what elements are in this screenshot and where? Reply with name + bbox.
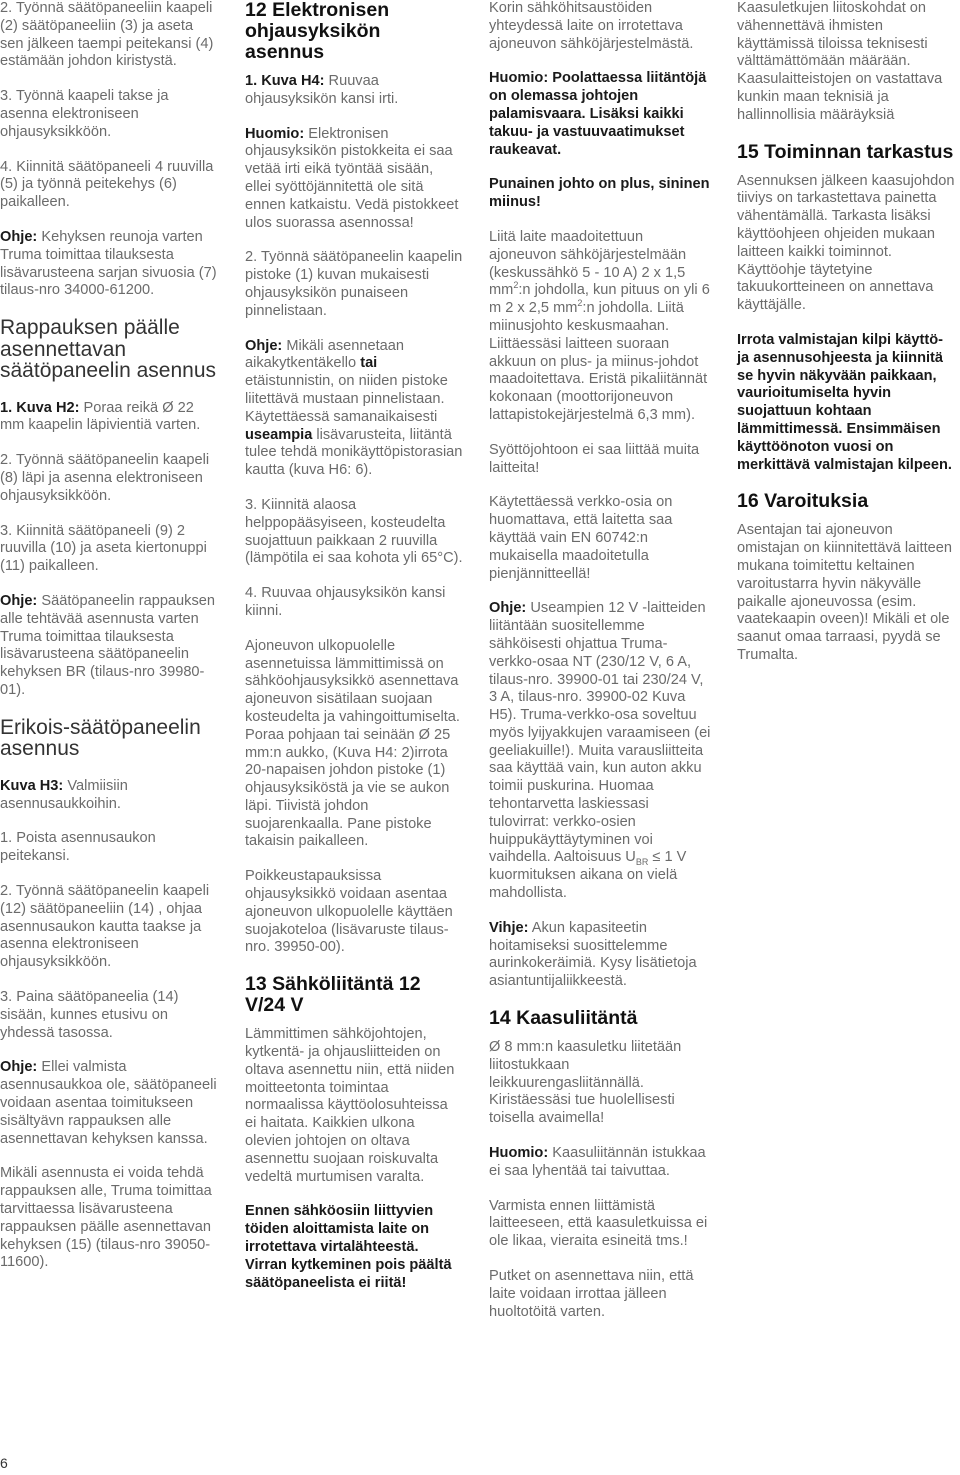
- note-text: Mikäli asennetaan aikakytkentäkello: [245, 337, 404, 372]
- paragraph: 2. Työnnä säätöpaneelin kaapeli (8) läpi ja asenna elektroniseen ohjausyksikköön.: [0, 452, 210, 504]
- paragraph: [489, 229, 711, 425]
- tip-paragraph: [489, 920, 711, 991]
- note-label: Ohje:: [489, 600, 527, 617]
- note-text: Säätöpaneelin rappauksen alle tehtävää asennusta varten Truma toimittaa tilauksesta lisävarusteena säätöpaneelin kehyksen BR (tilaus-nro 39980-01).: [0, 593, 215, 699]
- step-paragraph: [245, 73, 463, 109]
- text: Liitä laite maadoitettuun ajoneuvon sähköjärjestelmään (keskussähkö 5 - 10 A) 2 x 1,5 mm: [489, 228, 687, 299]
- step-paragraph: [0, 778, 220, 814]
- paragraph: Putket on asennettava niin, että laite voidaan irrottaa jälleen huoltotöitä varten.: [489, 1268, 694, 1320]
- warning-paragraph: [489, 1145, 711, 1181]
- note-text: ≤ 1 V kuormituksen aikana on vielä mahdollista.: [489, 849, 687, 902]
- section-heading-13: 13 Sähköliitäntä 12 V/24 V: [245, 973, 421, 1017]
- paragraph: 3. Kiinnitä säätöpaneeli (9) 2 ruuvilla (10) ja aseta kiertonuppi (11) paikalleen.: [0, 522, 207, 575]
- warning-text: Kaasuliitännän istukkaa ei saa lyhentää tai taivuttaa.: [489, 1145, 706, 1179]
- step-text: Poraa reikä Ø 22 mm kaapelin läpivientiä varten.: [0, 399, 201, 434]
- text: :n johdolla, kun pituus on yli 6 m 2 x 2,5 mm: [489, 282, 710, 317]
- paragraph: Asennuksen jälkeen kaasujohdon tiiviys on tarkastettava painetta vähentämällä. Tarkasta lisäksi käyttöohjeen ohjeiden mukaan laitteen kaikki toiminnot. Käyttöohje täytetyine takuukortteineen on annettava käyttäjälle.: [737, 172, 955, 314]
- emphasis: tai: [360, 355, 378, 372]
- text: :n johdolla. Liitä miinusjohto keskusmaahan. Liittäessäsi laitteen suoraan akkuun on plus- ja miinus-johdot maadoitettava. Eristä pikaliitännät kokonaan (moottorijoneuvon lattapistokejärjestelmä 6,3 mm).: [489, 300, 708, 423]
- figure-ref: Kuva H3:: [0, 777, 64, 794]
- paragraph: Ø 8 mm:n kaasuletku liitetään liitostukkaan leikkuurengasliitännällä. Kiristäessäsi tue huolellisesti toisella avaimella!: [489, 1039, 682, 1127]
- column-2: [245, 0, 463, 1309]
- paragraph: 2. Työnnä säätöpaneelin kaapeli (12) säätöpaneeliin (14) , ohjaa asennusaukon kautta taakse ja asenna elektroniseen ohjausyksikköön.: [0, 883, 210, 971]
- warning-label: Huomio:: [245, 125, 305, 142]
- section-heading-16: 16 Varoituksia: [737, 490, 869, 513]
- column-1: [0, 0, 220, 1289]
- instruction-bold-paragraph: Irrota valmistajan kilpi käyttö- ja asennusohjeesta ja kiinnitä se hyvin näkyvään paikkaan, vaurioitumiselta hyvin suojattuun kohtaan lämmittimessä. Ensimmäisen käyttöönoton vuosi on merkittävä valmistajan kilpeen.: [737, 331, 952, 473]
- subscript: BR: [635, 857, 649, 868]
- paragraph: Käytettäessä verkko-osia on huomattava, että laitetta saa käyttää vain EN 60742:n mukaisella maadoitetulla pienjännitteellä!: [489, 494, 673, 582]
- section-heading-14: 14 Kaasuliitäntä: [489, 1007, 638, 1030]
- paragraph: 3. Työnnä kaapeli takse ja asenna elektroniseen ohjausyksikköön.: [0, 88, 169, 140]
- paragraph: 4. Kiinnitä säätöpaneeli 4 ruuvilla (5) ja työnnä peitekehys (6) paikalleen.: [0, 158, 214, 211]
- section-heading-12: 12 Elektronisen ohjausyksikön asennus: [245, 0, 390, 63]
- emphasis: useampia: [245, 426, 313, 443]
- superscript: 2: [513, 280, 519, 291]
- paragraph: 4. Ruuvaa ohjausyksikön kansi kiinni.: [245, 585, 446, 619]
- warning-text: Elektronisen ohjausyksikön pistokkeita ei saa vetää irti eikä työntää sisään, ellei syöttöjännitettä ole sitä ennen katkaistu. Vedä pistokkeet ulos suorassa asennossa!: [245, 125, 459, 231]
- paragraph: 2. Työnnä säätöpaneelin kaapelin pistoke (1) kuvan mukaisesti ohjausyksikön punaiseen pinnelistaan.: [245, 249, 463, 319]
- paragraph: Syöttöjohtoon ei saa liittää muita laitteita!: [489, 441, 700, 476]
- warning-paragraph: [245, 126, 463, 233]
- paragraph: Korin sähköhitsaustöiden yhteydessä laite on irrotettava ajoneuvon sähköjärjestelmästä.: [489, 0, 694, 52]
- paragraph: Kaasuletkujen liitoskohdat on vähennettävä ihmisten käyttämissä tiloissa teknisesti välttämättömään määrään. Kaasulaitteistojen on vastattava kunkin maan teknisiä ja hallinnollisia määräyksiä: [737, 0, 943, 123]
- step-text: Valmiisiin asennusaukkoihin.: [0, 777, 128, 812]
- note-paragraph: [0, 229, 220, 300]
- paragraph: Ajoneuvon ulkopuolelle asennetuissa lämmittimissä on sähköohjausyksikkö asennettava ajoneuvon sisätilaan suojaan kosteudelta ja vahingoittumiselta. Poraa pohjaan tai seinään Ø 25 mm:n aukko, (Kuva H4: 2)irrota 20-napaisen johdon pistoke (1) ohjausyksiköstä ja vie se aukon läpi. Tiivistä johdon suojarenkaalla. Pane pistoke takaisin paikalleen.: [245, 637, 460, 850]
- tip-label: Vihje:: [489, 919, 529, 936]
- paragraph: Lämmittimen sähköjohtojen, kytkentä- ja ohjausliitteiden on oltava asennettu niin, että niiden moitteetonta toimintaa normaalissa käyttöolosuhteissa ei haitata. Kaikkien ulkona olevien johtojen on oltava asennettu suojaan roiskuvalta vedeltä murtumisen varalta.: [245, 1026, 455, 1185]
- paragraph: Poikkeustapauksissa ohjausyksikkö voidaan asentaa ajoneuvon ulkopuolelle käyttäen suojakoteloa (lisävaruste tilaus-nro. 39950-00).: [245, 868, 453, 956]
- page-number: 6: [0, 1455, 8, 1471]
- step-paragraph: [0, 400, 220, 436]
- note-text: lisävarusteita, liitäntä tulee tehdä monikäyttöpistorasian kautta (kuva H6: 6).: [245, 426, 463, 479]
- note-text: etäistunnistin, on niiden pistoke liitettävä mustaan pinnelistaan. Käytettäessä samanaikaisesti: [245, 373, 448, 425]
- figure-ref: 1. Kuva H4:: [245, 73, 325, 89]
- note-paragraph: [245, 338, 463, 480]
- column-3: [489, 0, 711, 1338]
- warning-bold-paragraph: Ennen sähköosiin liittyvien töiden aloittamista laite on irrotettava virtalähteestä. Virran kytkeminen pois päältä säätöpaneelista ei riitä!: [245, 1203, 452, 1291]
- warning-bold-paragraph: Punainen johto on plus, sininen miinus!: [489, 176, 710, 211]
- note-label: Ohje:: [0, 593, 38, 610]
- paragraph: 3. Kiinnitä alaosa helppopääsyiseen, kosteudelta suojattuun paikkaan 2 ruuvilla (lämpötila ei saa kohota yli 65°C).: [245, 496, 463, 567]
- note-label: Ohje:: [245, 337, 283, 354]
- warning-bold-paragraph: Huomio: Poolattaessa liitäntöjä on olemassa johtojen palamisvaara. Lisäksi kaikki takuu- ja vastuuvaatimukset raukeavat.: [489, 70, 707, 158]
- paragraph: Mikäli asennusta ei voida tehdä rappauksen alle, Truma toimittaa tarvittaessa lisävarusteena rappauksen päälle asennettavan kehyksen (15) (tilaus-nro 39050-11600).: [0, 1165, 212, 1271]
- warning-label: Huomio:: [489, 1145, 549, 1162]
- tip-text: Akun kapasiteetin hoitamiseksi suosittelemme aurinkokeräimiä. Kysy lisätietoja asiantuntijaliikkeestä.: [489, 919, 697, 990]
- note-label: Ohje:: [0, 1059, 38, 1076]
- step-text: Ruuvaa ohjausyksikön kansi irti.: [245, 73, 399, 107]
- section-heading-rappaus: Rappauksen päälle asennettavan säätöpaneelin asennus: [0, 316, 217, 383]
- note-text: Kehyksen reunoja varten Truma toimittaa tilauksesta lisävarusteena sarjan sivuosia (7) tilaus-nro 34000-61200.: [0, 228, 217, 299]
- paragraph: 2. Työnnä säätöpaneeliin kaapeli (2) säätöpaneeliin (3) ja aseta sen jälkeen taempi peitekansi (4) estämään johdon kiristystä.: [0, 0, 214, 70]
- section-heading-erikois: Erikois-säätöpaneelin asennus: [0, 715, 201, 761]
- column-4: [737, 0, 959, 682]
- superscript: 2: [577, 298, 583, 309]
- paragraph: Varmista ennen liittämistä laitteeseen, että kaasuletkuissa ei ole likaa, vieraita esineitä tms.!: [489, 1197, 708, 1250]
- note-paragraph: [489, 600, 711, 903]
- paragraph: 3. Paina säätöpaneelia (14) sisään, kunnes etusivu on yhdessä tasossa.: [0, 988, 179, 1041]
- note-paragraph: [0, 1059, 220, 1148]
- note-label: Ohje:: [0, 228, 38, 245]
- note-text: Ellei valmista asennusaukkoa ole, säätöpaneeli voidaan asentaa toimitukseen sisältyävn rappauksen alle asennettavan kehyksen kanssa.: [0, 1059, 217, 1147]
- note-paragraph: [0, 593, 220, 700]
- paragraph: Asentajan tai ajoneuvon omistajan on kiinnitettävä laitteen mukana toimitettu keltainen varoitustarra hyvin näkyvälle paikalle ajoneuvossa (esim. vaatekaapin oveen)! Mikäli et ole saanut omaa tarraasi, pyydä se Trumalta.: [737, 522, 952, 663]
- note-text: Useampien 12 V -laitteiden liitäntään suositellemme sähköisesti ohjattua Truma-verkko-osaa NT (230/12 V, 6 A, tilaus-nro. 39900-01 tai 230/24 V, 3 A, tilaus-nro. 39900-02 Kuva H5). Truma-verkko-osa soveltuu myös lyijyakkujen varaamiseen (ei geeliakuille!). Muita varausliitteita saa käyttää vain, kun auton akku toimii puskurina. Huomaa tehontarvetta laskiessasi tulovirrat: verkko-osien huippukäyttäytyminen voi vaihdella. Aaltoisuus U: [489, 600, 711, 866]
- section-heading-15: 15 Toiminnan tarkastus: [737, 140, 954, 163]
- paragraph: 1. Poista asennusaukon peitekansi.: [0, 830, 156, 865]
- figure-ref: 1. Kuva H2:: [0, 399, 80, 416]
